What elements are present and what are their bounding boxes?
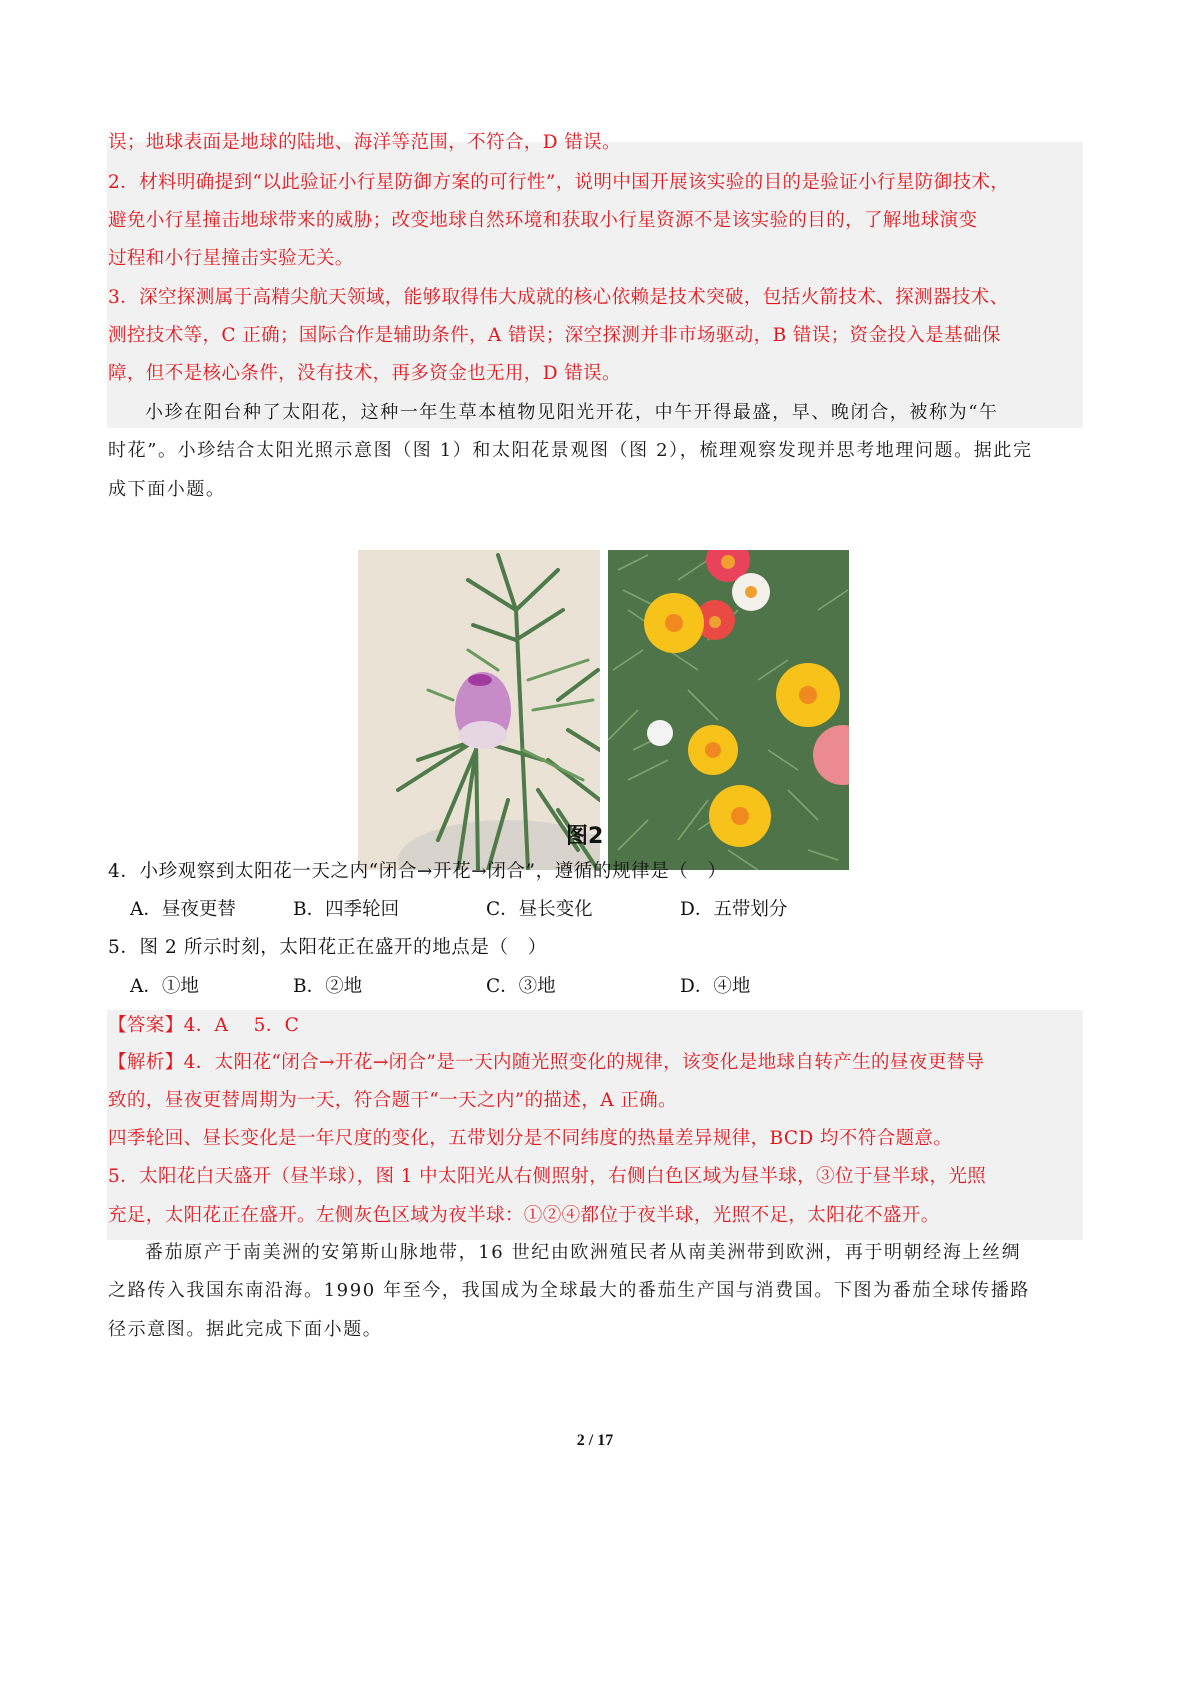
analysis-line: 误；地球表面是地球的陆地、海洋等范围，不符合，D 错误。 — [108, 132, 621, 153]
passage-line: 时花”。小珍结合太阳光照示意图（图 1）和太阳花景观图（图 2），梳理观察发现并思考地理问题。据此完 — [108, 440, 1033, 461]
question-4-option-d: D．五带划分 — [680, 899, 788, 920]
question-4-option-b: B．四季轮回 — [293, 899, 400, 920]
question-5-option-a: A．①地 — [130, 976, 199, 997]
passage-line: 番茄原产于南美洲的安第斯山脉地带，16 世纪由欧洲殖民者从南美洲带到欧洲，再于明朝经海上丝绸 — [145, 1242, 1022, 1263]
analysis-line: 四季轮回、昼长变化是一年尺度的变化，五带划分是不同纬度的热量差异规律，BCD 均不符合题意。 — [108, 1128, 953, 1149]
analysis-line: 2．材料明确提到“以此验证小行星防御方案的可行性”，说明中国开展该实验的目的是验证小行星防御技术， — [108, 172, 1010, 193]
question-4-option-a: A．昼夜更替 — [130, 899, 236, 920]
analysis-line: 致的，昼夜更替周期为一天，符合题干“一天之内”的描述，A 正确。 — [108, 1090, 677, 1111]
analysis-line: 5．太阳花白天盛开（昼半球），图 1 中太阳光从右侧照射，右侧白色区域为昼半球，③位于昼半球，光照 — [108, 1166, 987, 1187]
answer-line: 【答案】4．A 5．C — [108, 1015, 300, 1036]
purple-bud-photo — [358, 550, 600, 870]
question-4-stem: 4．小珍观察到太阳花一天之内“闭合→开花→闭合”，遵循的规律是（ ） — [108, 861, 727, 882]
passage-line: 径示意图。据此完成下面小题。 — [108, 1319, 383, 1340]
passage-line: 小珍在阳台种了太阳花，这种一年生草本植物见阳光开花，中午开得最盛，早、晚闭合，被称为“午 — [145, 402, 999, 423]
analysis-line: 障，但不是核心条件，没有技术，再多资金也无用，D 错误。 — [108, 363, 621, 384]
passage-line: 成下面小题。 — [108, 479, 226, 500]
blooming-flowers-photo — [608, 550, 849, 870]
analysis-line: 测控技术等，C 正确；国际合作是辅助条件，A 错误；深空探测并非市场驱动，B 错误；资金投入是基础保 — [108, 325, 1001, 346]
question-5-option-d: D．④地 — [680, 976, 751, 997]
question-5-stem: 5．图 2 所示时刻，太阳花正在盛开的地点是（ ） — [108, 937, 547, 958]
page-number: 2 / 17 — [576, 1432, 614, 1449]
analysis-line: 过程和小行星撞击实验无关。 — [108, 248, 354, 269]
analysis-line: 3．深空探测属于高精尖航天领域，能够取得伟大成就的核心依赖是技术突破，包括火箭技术、探测器技术、 — [108, 287, 1009, 308]
figure-caption: 图2 — [566, 824, 604, 849]
question-5-option-b: B．②地 — [293, 976, 363, 997]
analysis-line: 避免小行星撞击地球带来的威胁；改变地球自然环境和获取小行星资源不是该实验的目的，了解地球演变 — [108, 210, 978, 231]
question-4-option-c: C．昼长变化 — [486, 899, 593, 920]
analysis-line: 【解析】4．太阳花“闭合→开花→闭合”是一天内随光照变化的规律，该变化是地球自转产生的昼夜更替导 — [108, 1052, 985, 1073]
question-5-option-c: C．③地 — [486, 976, 556, 997]
analysis-line: 充足，太阳花正在盛开。左侧灰色区域为夜半球：①②④都位于夜半球，光照不足，太阳花不盛开。 — [108, 1205, 940, 1226]
passage-line: 之路传入我国东南沿海。1990 年至今，我国成为全球最大的番茄生产国与消费国。下图为番茄全球传播路 — [108, 1280, 1030, 1301]
